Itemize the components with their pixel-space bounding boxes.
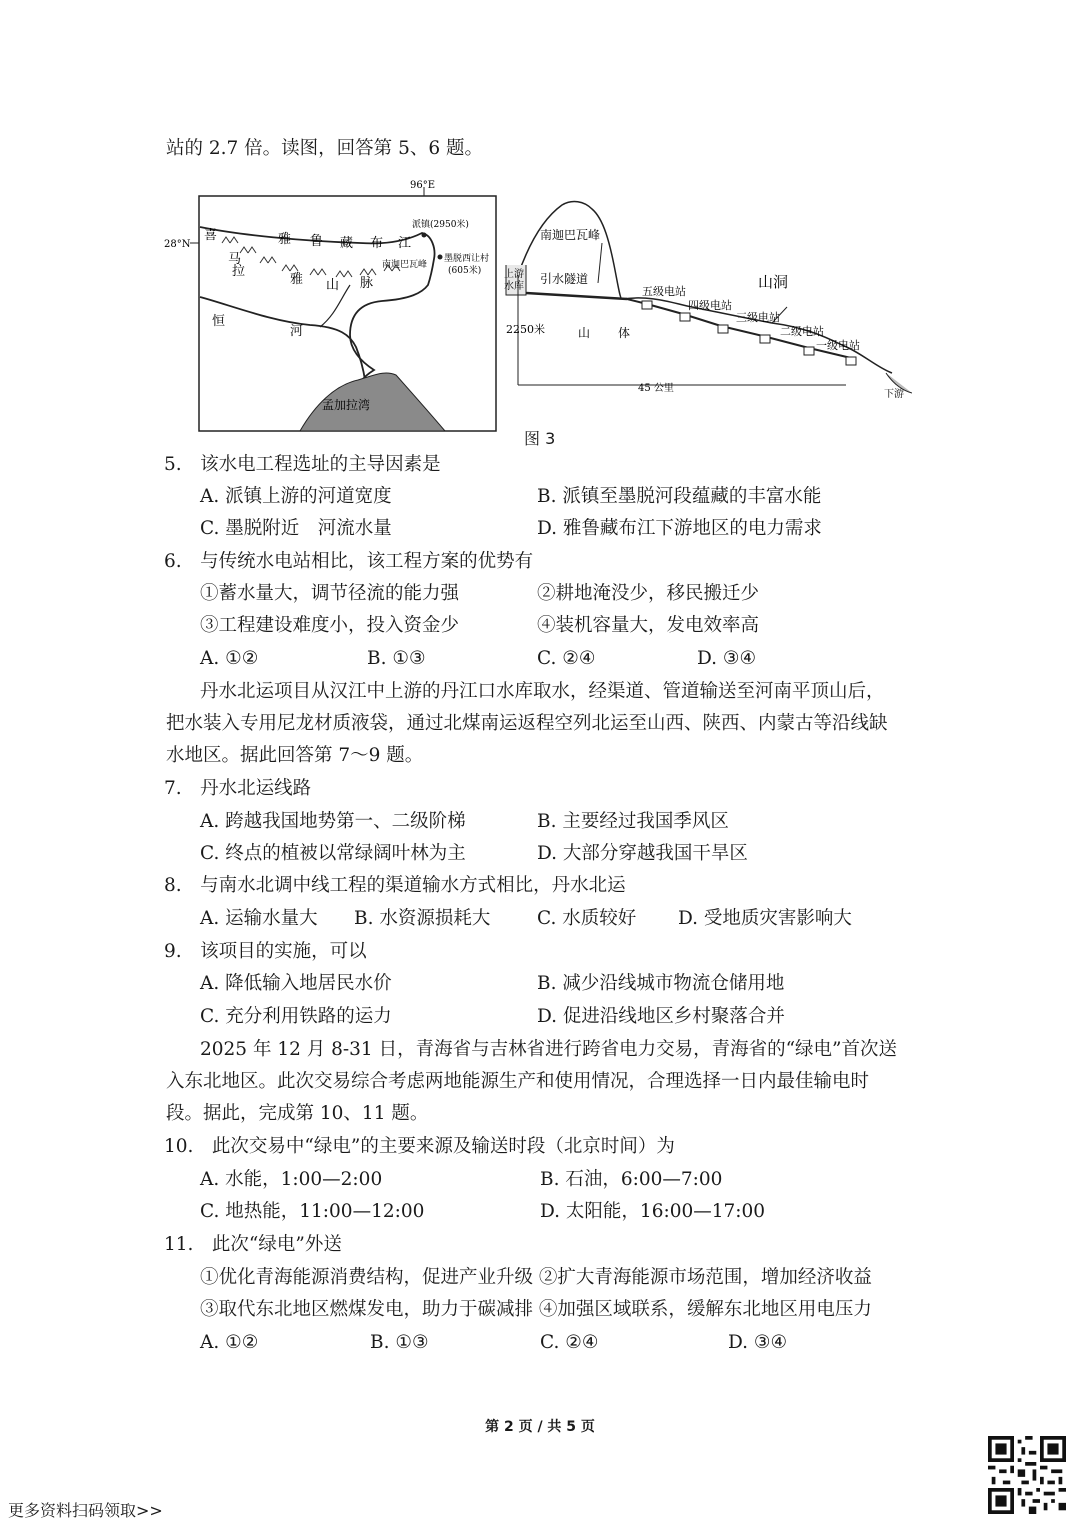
lon-label: 96°E <box>410 180 436 191</box>
ganges-river <box>200 297 365 380</box>
q6-item-1: ①蓄水量大，调节径流的能力强 <box>200 583 460 604</box>
q6-a: A. ①② <box>200 648 259 669</box>
passage2-line3: 水地区。据此回答第 7～9 题。 <box>166 745 424 766</box>
label-xi: 喜 <box>204 228 218 243</box>
q11-items-1: ①优化青海能源消费结构，促进产业升级 ②扩大青海能源市场范围，增加经济收益 <box>200 1267 872 1288</box>
label-body-2: 体 <box>618 326 631 340</box>
label-st5: 五级电站 <box>642 285 686 298</box>
label-mai: 脉 <box>360 276 374 291</box>
label-cave: 山洞 <box>758 273 789 291</box>
intro-tail: 站的 2.7 倍。读图，回答第 5、6 题。 <box>166 138 483 159</box>
q10-d: D. 太阳能，16:00—17:00 <box>540 1201 766 1222</box>
label-tunnel: 引水隧道 <box>540 272 589 286</box>
q10-stem: 10. 此次交易中“绿电”的主要来源及输送时段（北京时间）为 <box>164 1136 675 1157</box>
q5-d: D. 雅鲁藏布江下游地区的电力需求 <box>537 518 822 539</box>
label-y1: 雅 <box>278 232 292 247</box>
q8-c: C. 水质较好 <box>537 908 637 929</box>
label-reservoir-1: 上游 <box>504 269 524 280</box>
q8-d: D. 受地质灾害影响大 <box>678 908 852 929</box>
profile-diagram <box>492 195 912 410</box>
q11-b: B. ①③ <box>370 1332 429 1353</box>
q6-d: D. ③④ <box>697 648 757 669</box>
q5-b: B. 派镇至墨脱河段蕴藏的丰富水能 <box>537 486 822 507</box>
q9-c: C. 充分利用铁路的运力 <box>200 1006 392 1027</box>
label-y4: 布 <box>370 236 384 251</box>
label-heng: 恒 <box>212 314 226 329</box>
q11-items-2: ③取代东北地区燃煤发电，助力于碳减排 ④加强区域联系，缓解东北地区用电压力 <box>200 1299 872 1320</box>
label-body-1: 山 <box>578 326 591 340</box>
q6-c: C. ②④ <box>537 648 596 669</box>
q6-item-3: ③工程建设难度小，投入资金少 <box>200 615 460 636</box>
figure-caption: 图 3 <box>524 429 556 448</box>
passage3-line1: 2025 年 12 月 8-31 日，青海省与吉林省进行跨省电力交易，青海省的“绿电”首次送 <box>200 1039 898 1060</box>
paizhen-dot <box>422 233 427 238</box>
peak-pointer <box>598 243 602 283</box>
q9-stem: 9. 该项目的实施，可以 <box>164 941 367 962</box>
label-bay: 孟加拉湾 <box>322 398 371 412</box>
label-st1: 一级电站 <box>816 339 860 352</box>
passage2-line2: 把水装入专用尼龙材质液袋，通过北煤南运返程空列北运至山西、陕西、内蒙古等沿线缺 <box>166 713 888 734</box>
q7-b: B. 主要经过我国季风区 <box>537 811 729 832</box>
label-la: 拉 <box>232 264 246 279</box>
motuo-dot <box>438 255 443 260</box>
label-distance: 45 公里 <box>638 383 674 394</box>
label-motuo-elev: (605米) <box>448 266 482 276</box>
q8-a: A. 运输水量大 <box>200 908 318 929</box>
q5-stem: 5. 该水电工程选址的主导因素是 <box>164 454 441 475</box>
q10-c: C. 地热能，11:00—12:00 <box>200 1201 425 1222</box>
q11-stem: 11. 此次“绿电”外送 <box>164 1234 342 1255</box>
label-shan: 山 <box>326 278 340 293</box>
label-reservoir-2: 水库 <box>504 281 524 292</box>
q6-b: B. ①③ <box>367 648 426 669</box>
passage2-line1: 丹水北运项目从汉江中上游的丹江口水库取水，经渠道、管道输送至河南平顶山后， <box>200 681 885 702</box>
q6-stem: 6. 与传统水电站相比，该工程方案的优势有 <box>164 551 534 572</box>
label-peak: 南迦巴瓦峰 <box>540 228 601 242</box>
label-st4: 四级电站 <box>688 299 732 312</box>
tunnel-line <box>526 293 627 299</box>
q7-d: D. 大部分穿越我国干旱区 <box>537 843 748 864</box>
label-y3: 藏 <box>340 236 354 251</box>
q7-c: C. 终点的植被以常绿阔叶林为主 <box>200 843 466 864</box>
q10-a: A. 水能，1:00—2:00 <box>200 1169 383 1190</box>
label-he: 河 <box>290 324 304 339</box>
page-number: 第 2 页 / 共 5 页 <box>485 1419 595 1435</box>
label-downstream: 下游 <box>884 389 904 400</box>
q5-a: A. 派镇上游的河道宽度 <box>200 486 392 507</box>
label-y5: 江 <box>398 236 412 251</box>
q11-d: D. ③④ <box>728 1332 788 1353</box>
label-st2: 二级电站 <box>780 325 824 338</box>
qr-code-icon[interactable] <box>988 1436 1066 1514</box>
location-map <box>160 175 500 435</box>
q9-a: A. 降低输入地居民水价 <box>200 973 392 994</box>
q5-c: C. 墨脱附近 河流水量 <box>200 518 392 539</box>
q9-b: B. 减少沿线城市物流仓储用地 <box>537 973 785 994</box>
q6-item-2: ②耕地淹没少，移民搬迁少 <box>537 583 760 604</box>
label-namcha: 南迦巴瓦峰 <box>382 260 428 270</box>
q9-d: D. 促进沿线地区乡村聚落合并 <box>537 1006 785 1027</box>
label-ya: 雅 <box>290 272 304 287</box>
q7-stem: 7. 丹水北运线路 <box>164 778 312 799</box>
label-motuo: 墨脱西让村 <box>444 254 490 264</box>
label-height: 2250米 <box>506 323 545 336</box>
label-y2: 鲁 <box>310 234 324 249</box>
label-st3: 三级电站 <box>736 311 780 324</box>
passage3-line2: 入东北地区。此次交易综合考虑两地能源生产和使用情况，合理选择一日内最佳输电时 <box>166 1071 870 1092</box>
q10-b: B. 石油，6:00—7:00 <box>540 1169 723 1190</box>
passage3-line3: 段。据此，完成第 10、11 题。 <box>166 1103 429 1124</box>
label-ma: 马 <box>228 252 242 267</box>
q11-c: C. ②④ <box>540 1332 599 1353</box>
q7-a: A. 跨越我国地势第一、二级阶梯 <box>200 811 466 832</box>
q11-a: A. ①② <box>200 1332 259 1353</box>
q6-item-4: ④装机容量大，发电效率高 <box>537 615 760 636</box>
q8-stem: 8. 与南水北调中线工程的渠道输水方式相比，丹水北运 <box>164 875 626 896</box>
q8-b: B. 水资源损耗大 <box>354 908 491 929</box>
promo-text: 更多资料扫码领取>> <box>8 1501 163 1520</box>
lat-label: 28°N <box>164 239 191 250</box>
label-paizhen: 派镇(2950米) <box>412 220 469 230</box>
